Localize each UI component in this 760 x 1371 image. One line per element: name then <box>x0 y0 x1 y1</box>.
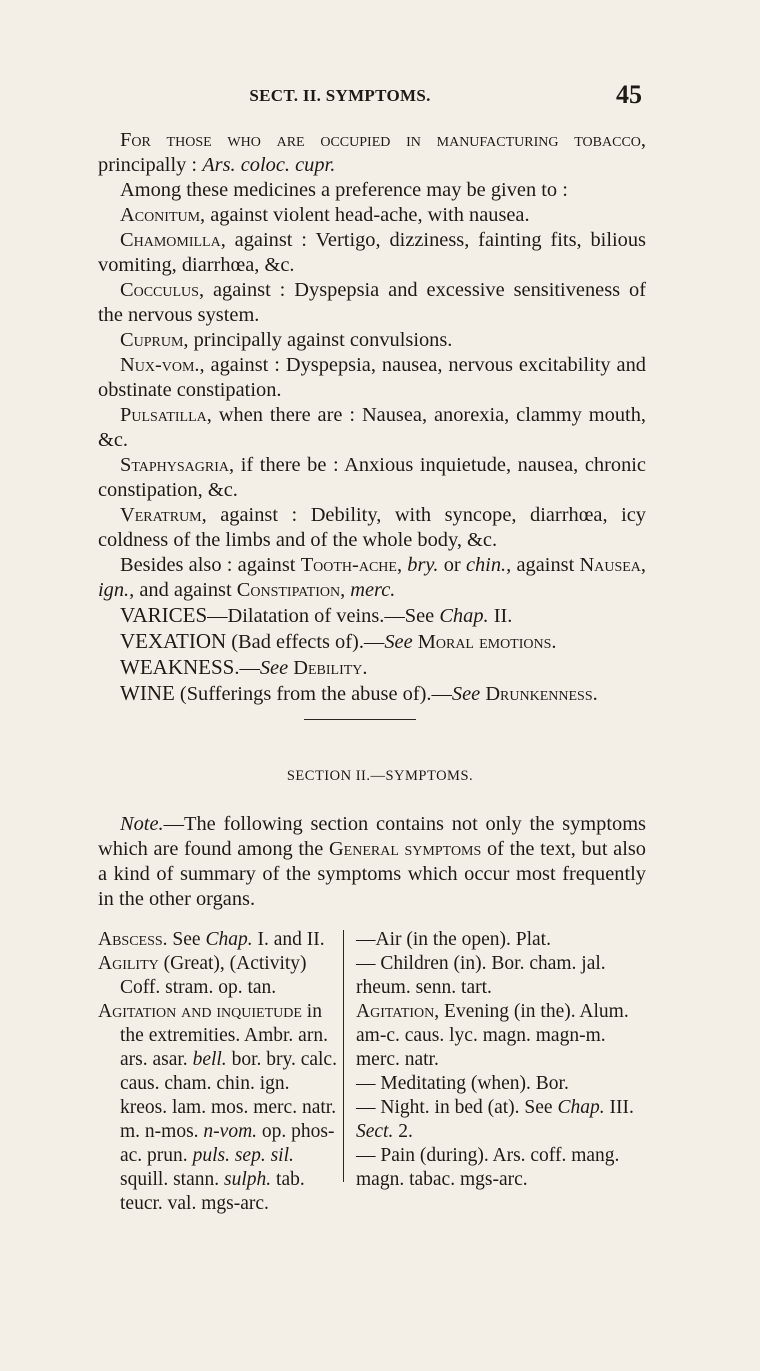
note-part1: —The following section contains not only the symptoms which are found among the <box>98 813 646 860</box>
ref-text: (Sufferings from the abuse of).— <box>174 683 452 705</box>
agitation-text4: squill. stann. <box>120 1169 225 1190</box>
remedy-entry <box>98 203 646 228</box>
remedy-sep: sep. <box>229 1145 266 1166</box>
cross-reference <box>98 681 646 707</box>
ref-text: —Dilatation of veins.—See <box>207 605 440 627</box>
besides-constipation: Constipation, <box>236 579 346 601</box>
besides-tooth: Tooth-ache, <box>300 554 403 576</box>
remedy-sil: sil. <box>265 1145 294 1166</box>
entry-air: —Air (in the open). Plat. <box>356 929 551 950</box>
remedy-text: against violent head-ache, with nausea. <box>205 204 530 226</box>
remedy-text: if there be : Anxious inquietude, nausea, chronic constipation, &c. <box>98 454 646 501</box>
remedy-entry <box>98 228 646 278</box>
besides-ign: ign., <box>98 579 135 601</box>
ref-italic: See <box>384 631 413 653</box>
remedy-entry <box>98 353 646 403</box>
agitation-text5: tab. teucr. val. mgs-arc. <box>120 1169 305 1214</box>
remedy-text: against : Dyspepsia and excessive sensitiveness of the nervous system. <box>98 279 646 326</box>
left-column <box>98 928 340 1216</box>
ref-head: WEAKNESS <box>120 655 235 679</box>
remedy-nvom: n-vom. <box>203 1121 258 1142</box>
abscess-chap: Chap. <box>205 929 253 950</box>
besides-against: against <box>511 554 580 576</box>
remedy-sulph: sulph. <box>224 1169 272 1190</box>
remedy-entry <box>98 453 646 503</box>
remedy-entry <box>98 503 646 553</box>
remedy-bell: bell. <box>192 1049 227 1070</box>
besides-lead: Besides also : against <box>120 554 301 576</box>
remedy-name: Staphysagria, <box>120 454 235 476</box>
entry-pain: — Pain (during). Ars. coff. mang. magn. tabac. mgs-arc. <box>356 1145 620 1190</box>
ref-italic: See <box>259 657 289 679</box>
note-paragraph <box>98 812 646 912</box>
note-general-symptoms: General symptoms <box>328 838 482 860</box>
ref-italic: See <box>451 683 481 705</box>
entry-agitation <box>98 1000 340 1024</box>
remedy-text: when there are : Nausea, anorexia, clammy mouth, &c. <box>98 404 646 451</box>
running-title: SECT. II. SYMPTOMS. <box>249 86 431 105</box>
agility-head: Agility <box>98 953 159 974</box>
cross-reference <box>98 655 646 681</box>
ref-head: VARICES <box>120 603 208 627</box>
night-iii: III. <box>604 1097 634 1118</box>
remedy-text: against : Vertigo, dizziness, fainting fits, bilious vomiting, diarrhœa, &c. <box>98 229 646 276</box>
note-text <box>98 812 646 912</box>
abscess-text: See <box>167 929 206 950</box>
agility-remedies: Coff. stram. op. tan. <box>120 977 277 998</box>
page-number: 45 <box>616 80 642 109</box>
remedy-name: Aconitum, <box>120 204 206 226</box>
ref-head: WINE <box>120 681 175 705</box>
cross-reference <box>98 603 646 629</box>
remedy-text: against : Debility, with syncope, diarrhœa, icy coldness of the limbs and of the whole body, &c. <box>98 504 646 551</box>
remedy-entry <box>98 328 646 353</box>
besides-bry: bry. <box>402 554 439 576</box>
ref-italic: Chap. <box>439 605 489 627</box>
agitation-remedies <box>98 1024 340 1216</box>
main-text <box>98 128 646 707</box>
ref-text: (Bad effects of).— <box>226 631 385 653</box>
besides-merc: merc. <box>345 579 396 601</box>
agitation-in: in <box>301 1001 322 1022</box>
remedy-name: Cuprum, <box>120 329 189 351</box>
section-heading: SECTION II.—SYMPTOMS. <box>286 768 474 784</box>
agitation-text: the extremities. Ambr. arn. ars. asar. <box>120 1025 328 1070</box>
ref-text: .— <box>234 657 260 679</box>
note-label: Note. <box>120 813 164 835</box>
remedy-name: Cocculus, <box>120 279 205 301</box>
column-divider <box>343 930 344 1182</box>
night-num: 2. <box>393 1121 413 1142</box>
abscess-head: Abscess. <box>98 929 168 950</box>
remedy-text: against : Dyspepsia, nausea, nervous excitability and obstinate constipation. <box>98 354 646 401</box>
remedy-name: Pulsatilla, <box>120 404 212 426</box>
besides-chin: chin., <box>465 554 512 576</box>
remedy-name: Veratrum, <box>120 504 207 526</box>
night-sect: Sect. <box>356 1121 394 1142</box>
intro-remedies: Ars. coloc. cupr. <box>202 154 336 176</box>
entry-meditating: — Meditating (when). Bor. <box>356 1073 569 1094</box>
remedy-puls: puls. <box>192 1145 230 1166</box>
evening-head: Agitation, <box>356 1001 440 1022</box>
section-divider <box>304 719 416 720</box>
entry-evening <box>356 1000 648 1072</box>
besides-nausea: Nausea, <box>579 554 647 576</box>
besides-paragraph <box>98 553 646 603</box>
remedy-name: Nux-vom., <box>120 354 205 376</box>
ref-head: VEXATION <box>120 629 227 653</box>
night-text: — Night. in bed (at). See <box>356 1097 558 1118</box>
besides-or: or <box>438 554 466 576</box>
entry-abscess <box>98 928 340 952</box>
remedy-text: principally against convulsions. <box>188 329 453 351</box>
agitation-text3: op. phos-ac. prun. <box>120 1121 335 1166</box>
ref-target: Drunkenness. <box>485 683 598 705</box>
remedy-entry <box>98 403 646 453</box>
agitation-text2: bor. bry. calc. caus. cham. chin. ign. kreos. lam. mos. merc. natr. m. n-mos. <box>120 1049 337 1142</box>
entry-night <box>356 1096 648 1144</box>
ref-target: Debility. <box>293 657 368 679</box>
note-part2: of the text, but also a kind of summary of the symptoms which occur most frequently in the other organs. <box>98 838 646 910</box>
remedy-name: Chamomilla, <box>120 229 226 251</box>
night-chap: Chap. <box>557 1097 605 1118</box>
ref-target: Moral emotions. <box>417 631 557 653</box>
cross-reference <box>98 629 646 655</box>
remedy-entry <box>98 278 646 328</box>
agitation-head: Agitation and inquietude <box>98 1001 302 1022</box>
abscess-tail: I. and II. <box>252 929 325 950</box>
besides-and: and against <box>134 579 237 601</box>
right-column <box>356 928 648 1192</box>
intro-paragraph <box>98 128 646 178</box>
entry-agility <box>98 952 340 976</box>
entry-children: — Children (in). Bor. cham. jal. rheum. senn. tart. <box>356 953 606 998</box>
among-line: Among these medicines a preference may be given to : <box>120 179 568 201</box>
evening-text: Evening (in the). Alum. am-c. caus. lyc. magn. magn-m. merc. natr. <box>356 1001 629 1070</box>
intro-tail: principally : <box>98 154 203 176</box>
agility-text: (Great), (Activity) <box>158 953 307 974</box>
running-header <box>0 80 760 112</box>
intro-lead: For those who are occupied in manufacturing tobacco, <box>120 129 646 151</box>
ref-tail: II. <box>488 605 513 627</box>
